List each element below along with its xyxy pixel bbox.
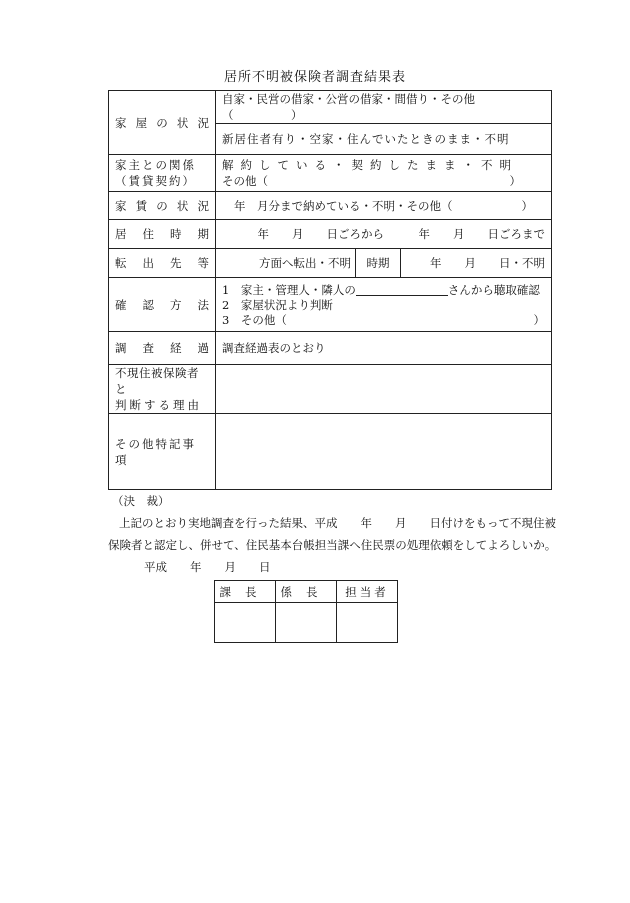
survey-table [108, 90, 552, 490]
move-time-label [356, 249, 401, 277]
decision-heading: （決 裁） [112, 494, 170, 508]
landlord-line2: その他（ ） [222, 174, 521, 188]
decision-body-line1: 上記のとおり実地調査を行った結果、平成 年 月 日付けをもって不現住被 [119, 516, 556, 530]
residence-period-value: 年 月 日ごろから 年 月 日ごろまで [216, 220, 552, 249]
house-status-line2-text: 新居住者有り・空家・住んでいたときのまま・不明 [222, 132, 510, 146]
confirm-line3-close: ） [533, 313, 545, 327]
move-destination-cell [216, 249, 552, 278]
label-residence-period: 居 住 時 期 [109, 220, 216, 249]
label-landlord [109, 155, 216, 192]
move-time-label-text: 時期 [366, 256, 390, 270]
house-status-line1: 自家・民営の借家・公営の借家・間借り・その他（ ） [216, 91, 552, 124]
decision-date: 平成 年 月 日 [144, 560, 271, 574]
label-house-status: 家 屋 の 状 況 [109, 91, 216, 155]
rent-status-value: 年 月分まで納めている・不明・その他（ ） [216, 192, 552, 220]
landlord-line1: 解約している・契約したまま・不明 [222, 158, 518, 172]
label-landlord-line1: 家主との関係 [115, 158, 196, 172]
document-title: 居所不明被保険者調査結果表 [223, 70, 406, 85]
move-destination-value: 方面へ転出・不明 [259, 256, 351, 270]
other-notes-value [216, 414, 552, 490]
confirm-blank-line [356, 283, 448, 296]
move-time-value: 年 月 日・不明 [430, 256, 545, 270]
survey-process-value: 調査経過表のとおり [216, 332, 552, 365]
label-other-notes [109, 414, 216, 490]
label-reason-line2: 判断する理由 [115, 398, 202, 412]
label-survey-process: 調 査 経 過 [109, 332, 216, 365]
confirm-line3-text: 3 その他（ [222, 313, 287, 327]
house-status-line2 [216, 124, 552, 155]
label-move-destination: 転 出 先 等 [109, 249, 216, 278]
stamp-box-staff[interactable] [337, 603, 398, 643]
confirm-line1-suffix: さんから聴取確認 [447, 283, 540, 297]
label-landlord-line2: （賃貸契約） [115, 174, 196, 188]
label-rent-status: 家 賃 の 状 況 [109, 192, 216, 220]
label-confirm-method: 確 認 方 法 [109, 278, 216, 332]
label-other-notes-text: その他特記事項 [115, 436, 196, 467]
stamp-header-subsection-chief: 係長 [276, 581, 337, 603]
stamp-header-staff: 担当者 [337, 581, 398, 603]
stamp-header-section-chief: 課長 [215, 581, 276, 603]
confirm-line1-text: 1 家主・管理人・隣人の [222, 283, 356, 297]
confirm-line2: 2 家屋状況より判断 [222, 298, 333, 312]
label-nonresident-reason [109, 365, 216, 414]
approval-stamp-table [214, 580, 398, 643]
landlord-content [216, 155, 552, 192]
nonresident-reason-value [216, 365, 552, 414]
stamp-box-section-chief[interactable] [215, 603, 276, 643]
label-reason-line1: 不現住被保険者と [115, 366, 199, 396]
decision-section [108, 490, 558, 578]
confirm-method-content [216, 278, 552, 332]
decision-body-line2: 保険者と認定し、併せて、住民基本台帳担当課へ住民票の処理依頼をしてよろしいか。 [108, 538, 557, 552]
stamp-box-subsection-chief[interactable] [276, 603, 337, 643]
